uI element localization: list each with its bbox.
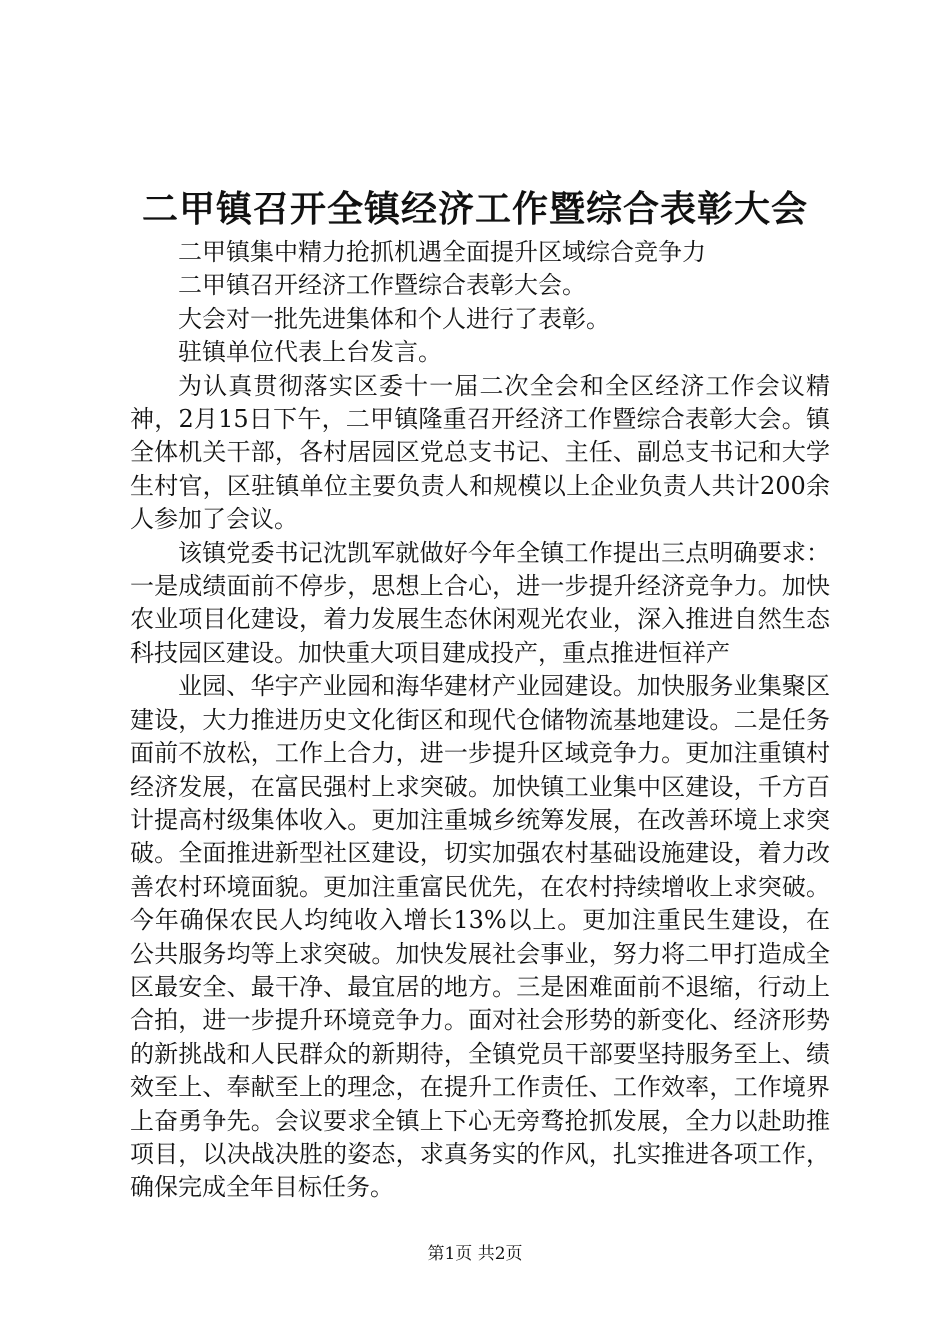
- paragraph-caption-3: 驻镇单位代表上台发言。: [178, 338, 442, 367]
- paragraph-subtitle: 二甲镇集中精力抢抓机遇全面提升区域综合竞争力: [178, 238, 706, 266]
- paragraph-details: 业园、华宇产业园和海华建材产业园建设。加快服务业集聚区建设，大力推进历史文化街区和现代仓储物流基地建设。二是任务面前不放松，工作上合力，进一步提升区域竞争力。更加注重镇村经济发展，在富民强村上求突破。加快镇工业集中区建设，千方百计提高村级集体收入。更加注重城乡统筹发展，在改善环境上求突破。全面推进新型社区建设，切实加强农村基础设施建设，着力改善农村环境面貌。更加注重富民优先，在农村持续增收上求突破。今年确保农民人均纯收入增长13%以上。更加注重民生建设，在公共服务均等上求突破。加快发展社会事业，努力将二甲打造成全区最安全、最干净、最宜居的地方。三是困难面前不退缩，行动上合拍，进一步提升环境竞争力。面对社会形势的新变化、经济形势的新挑战和人民群众的新期待，全镇党员干部要坚持服务至上、绩效至上、奉献至上的理念，在提升工作责任、工作效率，工作境界上奋勇争先。会议要求全镇上下心无旁骛抢抓发展，全力以赴助推项目，以决战决胜的姿态，求真务实的作风，扎实推进各项工作，确保完成全年目标任务。: [130, 672, 830, 1202]
- paragraph-requirements: 该镇党委书记沈凯军就做好今年全镇工作提出三点明确要求：一是成绩面前不停步，思想上合心，进一步提升经济竞争力。加快农业项目化建设，着力发展生态休闲观光农业，深入推进自然生态科技园区建设。加快重大项目建成投产，重点推进恒祥产: [130, 538, 830, 667]
- paragraph-intro: 为认真贯彻落实区委十一届二次全会和全区经济工作会议精神，2月15日下午，二甲镇隆重召开经济工作暨综合表彰大会。镇全体机关干部，各村居园区党总支书记、主任、副总支书记和大学生村官，区驻镇单位主要负责人和规模以上企业负责人共计200余人参加了会议。: [130, 371, 830, 534]
- paragraph-caption-2: 大会对一批先进集体和个人进行了表彰。: [178, 304, 610, 333]
- page-footer: 第1页 共2页: [427, 1244, 523, 1264]
- document-body: [130, 236, 830, 1205]
- document-title: 二甲镇召开全镇经济工作暨综合表彰大会: [141, 188, 808, 230]
- paragraph-caption-1: 二甲镇召开经济工作暨综合表彰大会。: [178, 271, 586, 300]
